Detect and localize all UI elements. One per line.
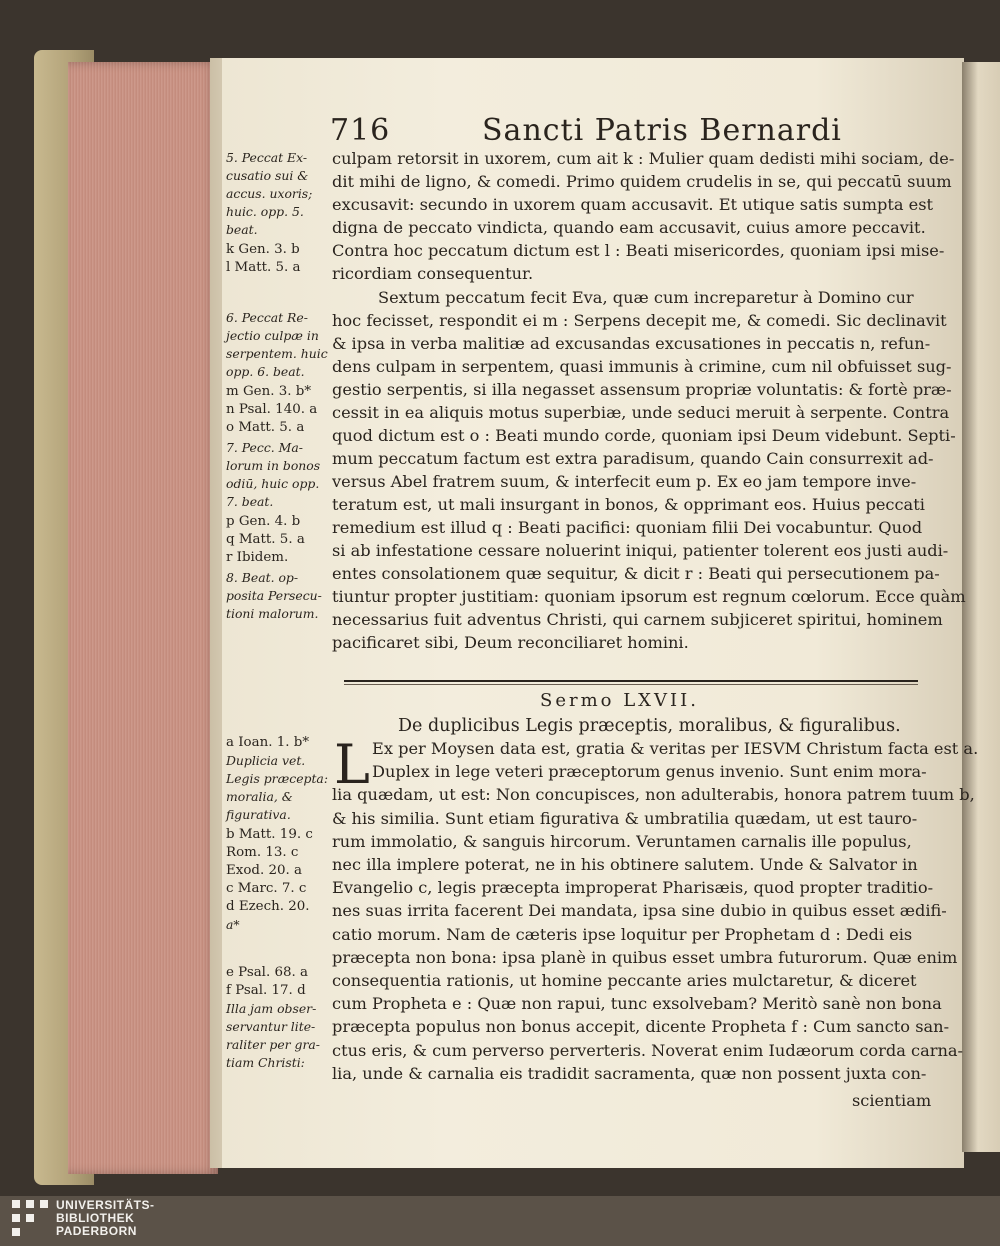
margin-note: Exod. 20. a	[226, 863, 303, 878]
margin-note: serpentem. huic	[226, 346, 328, 361]
text-line: remedium est illud q : Beati pacifici: quoniam filii Dei vocabuntur. Quod	[332, 518, 923, 537]
margin-note: figurativa.	[226, 807, 291, 822]
library-line-1: UNIVERSITÄTS-	[56, 1198, 155, 1212]
margin-note: odiū, huic opp.	[226, 476, 320, 491]
sermon-subtitle: De duplicibus Legis præceptis, moralibus, & figuralibus.	[398, 716, 901, 736]
text-line: cessit in ea aliquis motus superbiæ, unde seduci meruit à serpente. Contra	[332, 403, 950, 422]
margin-note: c Marc. 7. c	[226, 881, 307, 896]
text-line: hoc fecisset, respondit ei m : Serpens decepit me, & comedi. Sic declinavit	[332, 311, 947, 330]
text-line: pacificaret sibi, Deum reconciliaret homini.	[332, 633, 689, 652]
margin-note: q Matt. 5. a	[226, 532, 305, 547]
margin-note: tiam Christi:	[226, 1055, 305, 1070]
text-line: lia, unde & carnalia eis tradidit sacramenta, quæ non possent juxta con-	[332, 1063, 927, 1083]
margin-note: e Psal. 68. a	[226, 965, 309, 980]
text-line: ricordiam consequentur.	[332, 264, 534, 283]
margin-note: Duplicia vet.	[226, 753, 306, 768]
library-line-3: PADERBORN	[56, 1224, 137, 1238]
text-line: dens culpam in serpentem, quasi immunis à crimine, cum nil obfuisset sug-	[332, 357, 952, 376]
margin-note: Illa jam obser-	[226, 1001, 317, 1016]
margin-note: tioni malorum.	[226, 606, 319, 621]
margin-note: moralia, &	[226, 789, 293, 804]
margin-note: d Ezech. 20.	[226, 899, 310, 914]
margin-note: 8. Beat. op-	[226, 570, 299, 585]
margin-note: cusatio sui &	[226, 168, 309, 183]
text-line: Evangelio c, legis præcepta improperat Pharisæis, quod propter traditio-	[332, 878, 934, 898]
text-line: Contra hoc peccatum dictum est l : Beati misericordes, quoniam ipsi mise-	[332, 241, 945, 260]
margin-note: Legis præcepta:	[226, 771, 328, 786]
text-line: teratum est, ut mali insurgant in bonos, & opprimant eos. Huius peccati	[332, 495, 925, 514]
text-line: gestio serpentis, si illa negasset assensum propriæ voluntatis: & fortè præ-	[332, 380, 952, 399]
margin-note: 7. Pecc. Ma-	[226, 440, 303, 455]
text-line: cum Propheta e : Quæ non rapui, tunc exsolvebam? Meritò sanè non bona	[332, 994, 942, 1014]
margin-note: b Matt. 19. c	[226, 827, 313, 842]
sermon-heading: Sermo LXVII.	[540, 690, 699, 711]
margin-note: opp. 6. beat.	[226, 364, 305, 379]
text-line: nes suas irrita facerent Dei mandata, ipsa sine dubio in quibus esset ædifi-	[332, 901, 947, 921]
text-line: entes consolationem quæ sequitur, & dicit r : Beati qui persecutionem pa-	[332, 564, 940, 583]
text-line: præcepta populus non bonus accepit, dicente Propheta f : Cum sancto san-	[332, 1017, 950, 1037]
section-rule	[344, 680, 918, 682]
text-line: Duplex in lege veteri præceptorum genus invenio. Sunt enim mora-	[372, 762, 927, 782]
text-line: rum immolatio, & sanguis hircorum. Veruntamen carnalis ille populus,	[332, 831, 912, 851]
text-line: mum peccatum factum est extra paradisum, quando Cain consurrexit ad-	[332, 449, 934, 468]
page-number: 716	[330, 113, 391, 148]
text-line: Sextum peccatum fecit Eva, quæ cum increparetur à Domino cur	[378, 288, 914, 307]
margin-note: p Gen. 4. b	[226, 514, 301, 529]
text-line: dit mihi de ligno, & comedi. Primo quidem crudelis in se, qui peccatū suum	[332, 172, 952, 191]
margin-note: 5. Peccat Ex-	[226, 150, 308, 165]
margin-note: posita Persecu-	[226, 588, 322, 603]
text-line: digna de peccato vindicta, quando eam accusavit, cuius amore peccavit.	[332, 218, 926, 237]
margin-note: a*	[226, 917, 240, 932]
text-line: nec illa implere poterat, ne in his obtinere salutem. Unde & Salvator in	[332, 855, 918, 874]
text-line: necessarius fuit adventus Christi, qui carnem subjiceret spiritui, hominem	[332, 610, 943, 629]
text-line: & his similia. Sunt etiam figurativa & umbratilia quædam, ut est tauro-	[332, 808, 918, 828]
text-line: consequentia rationis, ut homine peccante aries mulctaretur, & diceret	[332, 971, 917, 990]
text-line: Ex per Moysen data est, gratia & veritas per IESVM Christum facta est a.	[372, 739, 979, 758]
text-line: versus Abel fratrem suum, & interfecit eum p. Ex eo jam tempore inve-	[332, 472, 917, 491]
margin-note: 6. Peccat Re-	[226, 310, 308, 325]
text-line: excusavit: secundo in uxorem quam accusavit. Et utique satis sumpta est	[332, 195, 934, 214]
margin-note: jectio culpæ in	[226, 328, 319, 343]
library-name	[56, 1199, 155, 1238]
text-line: tiuntur propter justitiam: quoniam ipsorum est regnum cœlorum. Ecce quàm	[332, 587, 966, 606]
text-line: præcepta non bona: ipsa planè in quibus esset umbra futurorum. Quæ enim	[332, 947, 958, 967]
text-line: quod dictum est o : Beati mundo corde, quoniam ipsi Deum videbunt. Septi-	[332, 426, 956, 445]
margin-note: a Ioan. 1. b*	[226, 735, 310, 750]
margin-note: lorum in bonos	[226, 458, 321, 473]
margin-note: raliter per gra-	[226, 1037, 320, 1052]
margin-note: f Psal. 17. d	[226, 983, 306, 998]
text-line: culpam retorsit in uxorem, cum ait k : Mulier quam dedisti mihi sociam, de-	[332, 149, 955, 168]
catchword: scientiam	[852, 1091, 932, 1110]
margin-note: l Matt. 5. a	[226, 260, 301, 275]
margin-note: k Gen. 3. b	[226, 242, 300, 257]
running-title: Sancti Patris Bernardi	[482, 113, 842, 148]
margin-note: accus. uxoris;	[226, 186, 313, 201]
page-edges	[68, 62, 218, 1174]
margin-note: r Ibidem.	[226, 550, 289, 565]
drop-cap: L	[334, 733, 370, 796]
margin-note: o Matt. 5. a	[226, 420, 305, 435]
library-logo-icon	[12, 1200, 48, 1236]
text-line: si ab infestatione cessare noluerint iniqui, patienter tolerent eos justi audi-	[332, 541, 949, 560]
library-line-2: BIBLIOTHEK	[56, 1211, 135, 1225]
margin-note: m Gen. 3. b*	[226, 384, 312, 399]
margin-note: n Psal. 140. a	[226, 402, 318, 417]
margin-note: 7. beat.	[226, 494, 274, 509]
margin-note: Rom. 13. c	[226, 845, 299, 860]
next-page-edge	[962, 62, 1000, 1152]
margin-note: huic. opp. 5.	[226, 204, 304, 219]
margin-note: beat.	[226, 222, 258, 237]
text-line: lia quædam, ut est: Non concupisces, non adulterabis, honora patrem tuum b,	[332, 785, 975, 805]
section-rule-thin	[344, 684, 918, 685]
text-line: ctus eris, & cum perverso perverteris. Noverat enim Iudæorum corda carna-	[332, 1040, 964, 1060]
text-line: & ipsa in verba malitiæ ad excusandas excusationes in peccatis n, refun-	[332, 334, 931, 353]
margin-note: servantur lite-	[226, 1019, 316, 1034]
text-line: catio morum. Nam de cæteris ipse loquitur per Prophetam d : Dedi eis	[332, 924, 913, 944]
